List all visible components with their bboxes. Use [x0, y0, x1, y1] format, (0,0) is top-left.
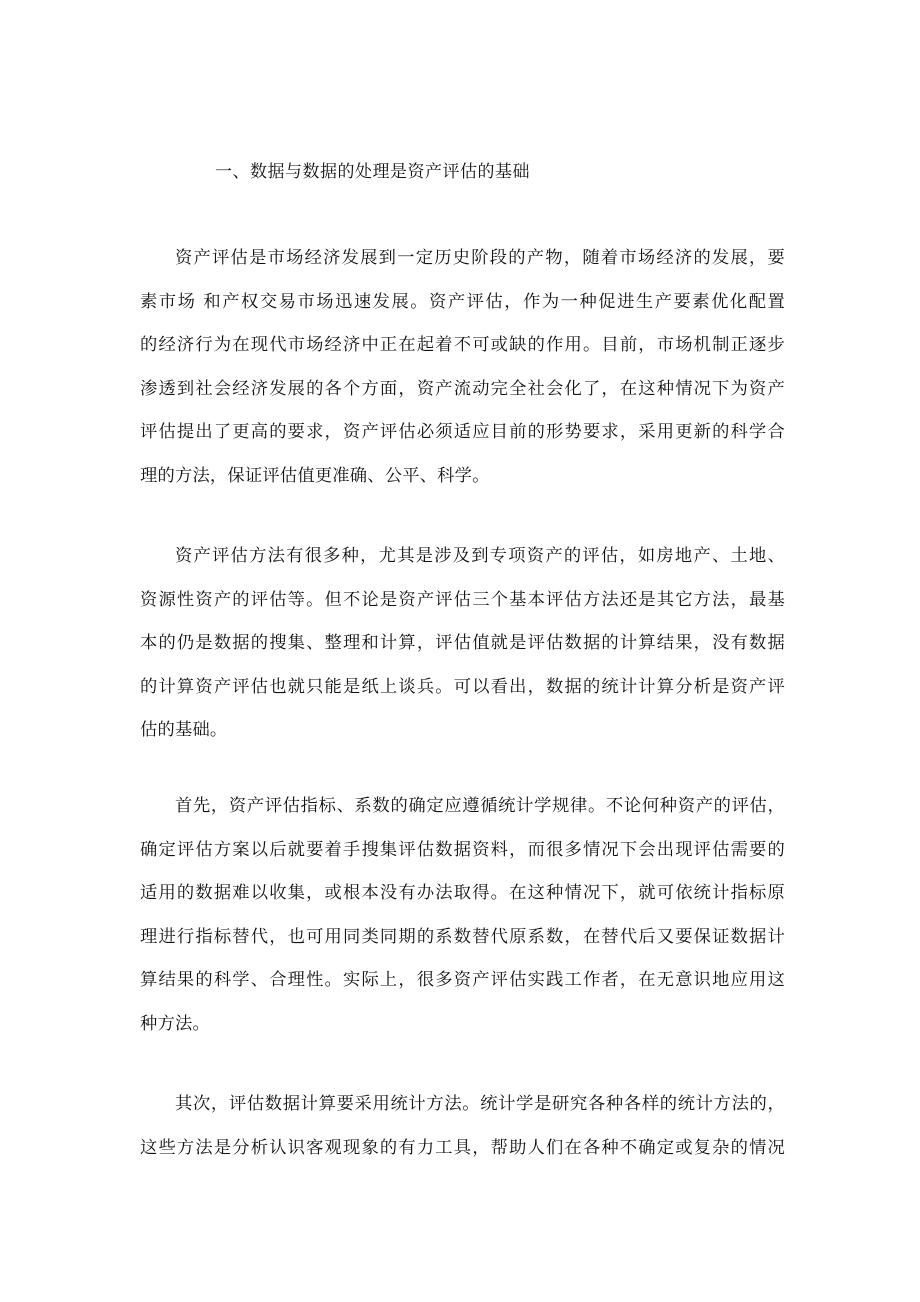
paragraph-line: 确定评估方案以后就要着手搜集评估数据资料，而很多情况下会出现评估需要的: [140, 839, 785, 860]
paragraph-line: 估的基础。: [140, 720, 228, 740]
paragraph-4: [140, 1083, 785, 1170]
paragraph-line: 这些方法是分析认识客观现象的有力工具，帮助人们在各种不确定或复杂的情况: [140, 1137, 785, 1158]
paragraph-1: [140, 237, 785, 498]
paragraph-line: 本的仍是数据的搜集、整理和计算，评估值就是评估数据的计算结果，没有数据: [140, 633, 785, 653]
paragraph-2: [140, 535, 785, 753]
paragraph-line: 的计算资产评估也就只能是纸上谈兵。可以看出，数据的统计计算分析是资产评: [140, 676, 785, 697]
paragraph-line: 理进行指标替代，也可用同类同期的系数替代原系数，在替代后又要保证数据计: [140, 926, 785, 947]
paragraph-line: 素市场 和产权交易市场迅速发展。资产评估，作为一种促进生产要素优化配置: [140, 291, 785, 312]
paragraph-line: 的经济行为在现代市场经济中正在起着不可或缺的作用。目前，市场机制正逐步: [140, 335, 785, 355]
section-heading: 一、数据与数据的处理是资产评估的基础: [215, 162, 530, 182]
paragraph-line: 适用的数据难以收集，或根本没有办法取得。在这种情况下，就可依统计指标原: [140, 883, 785, 903]
paragraph-line: 评估提出了更高的要求，资产评估必须适应目前的形势要求，采用更新的科学合: [140, 422, 785, 442]
paragraph-line: 渗透到社会经济发展的各个方面，资产流动完全社会化了，在这种情况下为资产: [140, 378, 785, 399]
paragraph-line: 理的方法，保证评估值更准确、公平、科学。: [140, 465, 490, 486]
paragraph-line: 首先，资产评估指标、系数的确定应遵循统计学规律。不论何种资产的评估，: [175, 796, 785, 816]
paragraph-line: 其次，评估数据计算要采用统计方法。统计学是研究各种各样的统计方法的，: [175, 1094, 785, 1114]
paragraph-line: 资源性资产的评估等。但不论是资产评估三个基本评估方法还是其它方法，最基: [140, 589, 785, 610]
paragraph-line: 算结果的科学、合理性。实际上，很多资产评估实践工作者，在无意识地应用这: [140, 970, 785, 990]
paragraph-line: 资产评估方法有很多种，尤其是涉及到专项资产的评估，如房地产、土地、: [175, 546, 785, 566]
paragraph-3: [140, 785, 785, 1046]
paragraph-line: 种方法。: [140, 1013, 210, 1034]
paragraph-line: 资产评估是市场经济发展到一定历史阶段的产物，随着市场经济的发展，要: [175, 248, 785, 268]
